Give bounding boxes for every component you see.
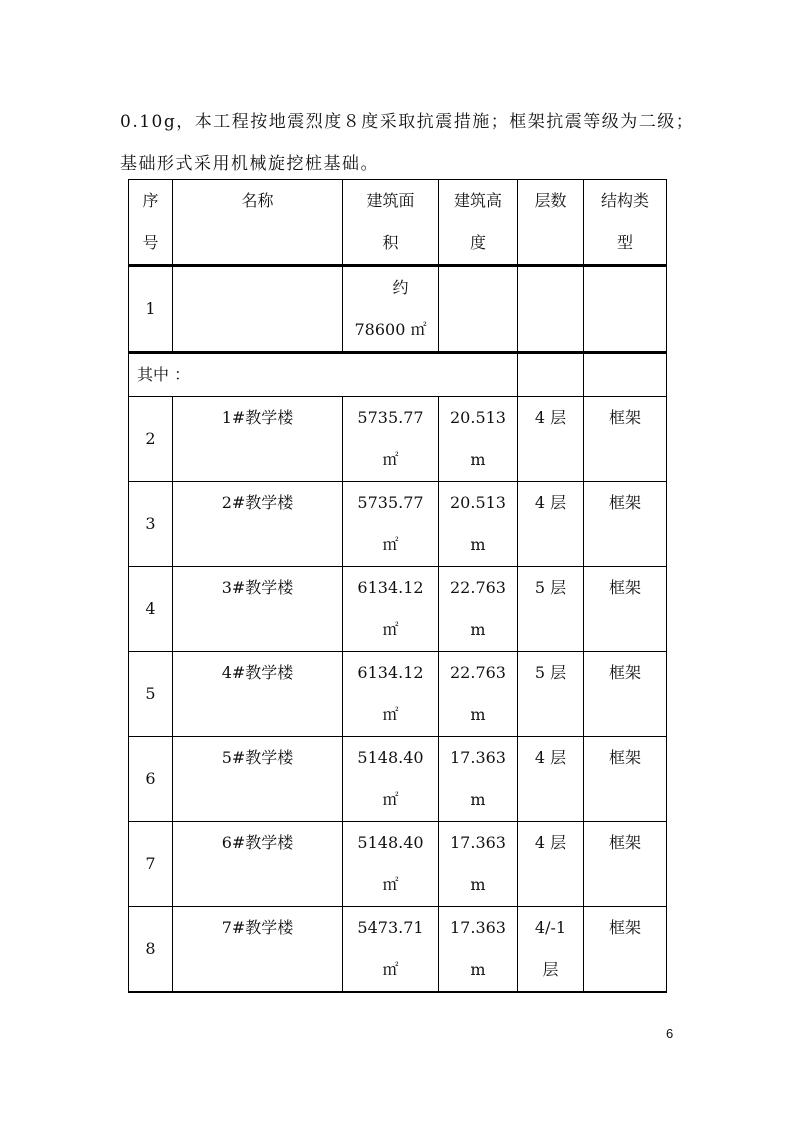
header-name: 名称 [173,180,343,266]
subheader-label: 其中 ： [129,353,518,397]
page-number: 6 [666,1026,674,1041]
header-area-line2: 积 [382,233,399,252]
row-id: 6 [129,737,173,822]
row-height-unit: m [470,875,486,894]
row-height [439,397,518,482]
table-row [129,822,667,907]
header-area-line1: 建筑面 [366,191,415,210]
row-height-value: 17.363 [450,918,506,937]
header-height-line1: 建筑高 [453,191,502,210]
row-area [343,266,439,353]
row-height-value: 22.763 [450,663,506,682]
row-area [343,397,439,482]
row-floors [518,652,584,737]
row-floors [518,737,584,822]
row-area-value: 5148.40 [357,748,424,767]
header-id-line2: 号 [142,233,159,252]
row-floors-line1: 4 层 [534,493,567,512]
row-height [439,266,518,353]
header-height [439,180,518,266]
row-name: 6#教学楼 [173,822,343,907]
row-height-value: 17.363 [450,833,506,852]
header-structure [584,180,667,266]
row-name [173,266,343,353]
header-area [343,180,439,266]
row-height [439,482,518,567]
row-height [439,567,518,652]
row-structure: 框架 [584,652,667,737]
row-height-unit: m [470,960,486,979]
row-area-unit: ㎡ [382,790,399,809]
row-area-unit: ㎡ [382,960,399,979]
row-height-unit: m [470,705,486,724]
row-area [343,907,439,993]
row-height-value: 17.363 [450,748,506,767]
row-floors-line1: 4 层 [534,833,567,852]
row-structure: 框架 [584,482,667,567]
row-area-value: 5148.40 [357,833,424,852]
row-floors-line1: 4 层 [534,748,567,767]
row-area-unit: ㎡ [382,535,399,554]
table-row [129,737,667,822]
row-name: 7#教学楼 [173,907,343,993]
row-id: 7 [129,822,173,907]
row-area [343,737,439,822]
table-row-total [129,266,667,353]
row-floors [518,482,584,567]
row-area-line1: 约 [392,278,409,297]
header-id-line1: 序 [142,191,159,210]
table-subheader-row [129,353,667,397]
row-height [439,652,518,737]
row-area-unit: ㎡ [382,875,399,894]
header-structure-line2: 型 [616,233,633,252]
row-floors [518,822,584,907]
row-structure: 框架 [584,907,667,993]
row-name: 1#教学楼 [173,397,343,482]
row-area-line2: 78600 ㎡ [354,320,427,339]
row-floors [518,266,584,353]
row-area-unit: ㎡ [382,620,399,639]
table-row [129,652,667,737]
row-height-value: 20.513 [450,493,506,512]
row-name: 4#教学楼 [173,652,343,737]
row-id: 2 [129,397,173,482]
row-floors [518,567,584,652]
row-structure: 框架 [584,737,667,822]
row-area [343,822,439,907]
row-height-unit: m [470,450,486,469]
row-floors [518,907,584,993]
table-row [129,567,667,652]
row-height-value: 22.763 [450,578,506,597]
header-structure-line1: 结构类 [600,191,649,210]
building-table [128,179,667,993]
row-id: 8 [129,907,173,993]
row-area-unit: ㎡ [382,705,399,724]
row-floors-line1: 5 层 [534,578,567,597]
table-row [129,482,667,567]
row-id: 4 [129,567,173,652]
row-height [439,737,518,822]
row-area-unit: ㎡ [382,450,399,469]
table-header-row [129,180,667,266]
row-id: 1 [129,266,173,353]
row-structure: 框架 [584,822,667,907]
row-height-unit: m [470,620,486,639]
row-height-value: 20.513 [450,408,506,427]
row-area-value: 6134.12 [357,578,424,597]
row-area [343,652,439,737]
row-area-value: 5735.77 [357,493,424,512]
subheader-empty-floors [518,353,584,397]
header-floors: 层数 [518,180,584,266]
row-floors-line1: 4/-1 [534,918,567,937]
row-id: 3 [129,482,173,567]
row-structure [584,266,667,353]
table-row [129,907,667,993]
paragraph-line-1: 0.10g，本工程按地震烈度８度采取抗震措施；框架抗震等级为二级； [120,112,695,132]
table-row [129,397,667,482]
header-height-line2: 度 [469,233,486,252]
row-name: 3#教学楼 [173,567,343,652]
row-floors-line1: 4 层 [534,408,567,427]
row-structure: 框架 [584,397,667,482]
row-structure: 框架 [584,567,667,652]
row-height [439,822,518,907]
row-area-value: 5735.77 [357,408,424,427]
row-floors [518,397,584,482]
row-name: 2#教学楼 [173,482,343,567]
row-area-value: 6134.12 [357,663,424,682]
subheader-empty-structure [584,353,667,397]
row-floors-line2: 层 [542,960,559,979]
paragraph-line-2: 基础形式采用机械旋挖桩基础。 [120,154,379,174]
row-height-unit: m [470,790,486,809]
row-height-unit: m [470,535,486,554]
row-name: 5#教学楼 [173,737,343,822]
row-height [439,907,518,993]
row-id: 5 [129,652,173,737]
row-area [343,567,439,652]
header-id [129,180,173,266]
row-floors-line1: 5 层 [534,663,567,682]
row-area [343,482,439,567]
row-area-value: 5473.71 [357,918,424,937]
